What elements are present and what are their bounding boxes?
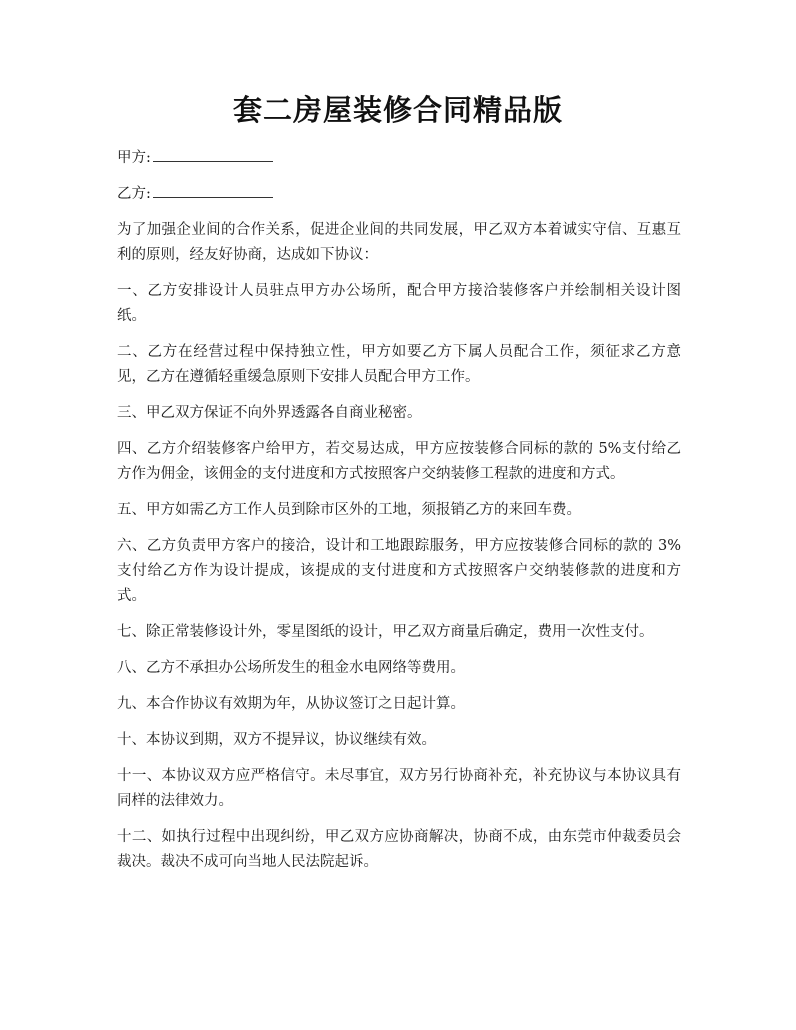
clause-8: 八、乙方不承担办公场所发生的租金水电网络等费用。 [117,660,465,676]
clause-5: 五、甲方如需乙方工作人员到除市区外的工地，须报销乙方的来回车费。 [117,502,581,518]
clause-4: 四、乙方介绍装修客户给甲方，若交易达成，甲方应按装修合同标的款的 5%支付给乙方作为佣金，该佣金的支付进度和方式按照客户交纳装修工程款的进度和方式。 [117,441,681,482]
clause-10: 十、本协议到期，双方不提异议，协议继续有效。 [117,732,436,748]
party-a-label: 甲方: [117,150,151,166]
clause-2: 二、乙方在经营过程中保持独立性，甲方如要乙方下属人员配合工作，须征求乙方意见，乙方在遵循轻重缓急原则下安排人员配合甲方工作。 [117,344,681,385]
clause-3: 三、甲乙双方保证不向外界透露各自商业秘密。 [117,405,422,421]
party-a-line [117,146,681,171]
intro-paragraph: 为了加强企业间的合作关系，促进企业间的共同发展，甲乙双方本着诚实守信、互惠互利的原则，经友好协商，达成如下协议： [117,222,681,263]
document-body [117,146,681,886]
party-b-label: 乙方: [117,186,151,202]
party-b-blank [153,182,273,198]
party-a-blank [153,146,273,162]
clause-9: 九、本合作协议有效期为年，从协议签订之日起计算。 [117,696,465,712]
party-b-line [117,182,681,207]
clause-1: 一、乙方安排设计人员驻点甲方办公场所，配合甲方接洽装修客户并绘制相关设计图纸。 [117,283,681,324]
document-title: 套二房屋装修合同精品版 [232,93,563,127]
clause-6: 六、乙方负责甲方客户的接洽，设计和工地跟踪服务，甲方应按装修合同标的款的 3%支付给乙方作为设计提成，该提成的支付进度和方式按照客户交纳装修款的进度和方式。 [117,538,681,604]
clause-12: 十二、如执行过程中出现纠纷，甲乙双方应协商解决，协商不成，由东莞市仲裁委员会裁决。裁决不成可向当地人民法院起诉。 [117,829,681,870]
clause-7: 七、除正常装修设计外，零星图纸的设计，甲乙双方商量后确定，费用一次性支付。 [117,624,654,640]
clause-11: 十一、本协议双方应严格信守。未尽事宜，双方另行协商补充，补充协议与本协议具有同样的法律效力。 [117,768,681,809]
